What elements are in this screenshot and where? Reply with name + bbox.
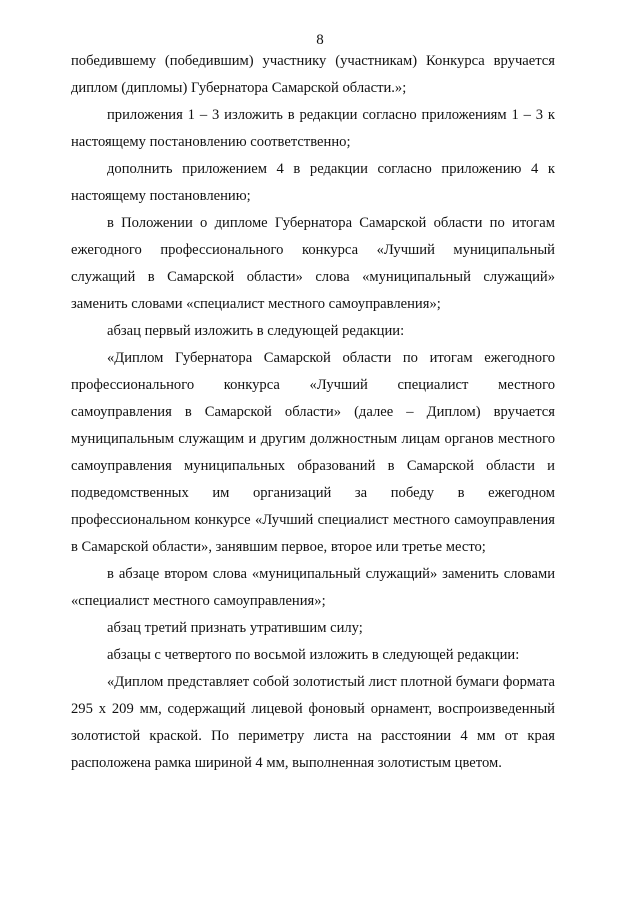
paragraph-continuation: победившему (победившим) участнику (участникам) Конкурса вручается диплом (дипломы) Губернатора Самарской области.»; — [71, 53, 555, 96]
paragraph-fourth-to-eighth: абзацы с четвертого по восьмой изложить в следующей редакции: — [107, 647, 520, 663]
paragraph-appendix-4: дополнить приложением 4 в редакции согласно приложению 4 к настоящему постановлению; — [71, 161, 555, 204]
page-number: 8 — [316, 32, 324, 48]
paragraph-diploma-description: «Диплом представляет собой золотистый лист плотной бумаги формата 295 х 209 мм, содержащий лицевой фоновый орнамент, воспроизведенный золотистой краской. По периметру листа на расстоянии 4 мм от края расположена рамка шириной 4 мм, выполненная золотистым цветом. — [71, 674, 555, 771]
paragraph-diploma-definition: «Диплом Губернатора Самарской области по итогам ежегодного профессионального конкурса «Лучший специалист местного самоуправления в Самарской области» (далее – Диплом) вручается муниципальным служащим и другим должностным лицам органов местного самоуправления муниципальных образований в Самарской области и подведомственных им организаций за победу в ежегодном профессиональном конкурсе «Лучший специалист местного самоуправления в Самарской области», занявшим первое, второе или третье место; — [71, 350, 555, 555]
paragraph-third-abzac: абзац третий признать утратившим силу; — [107, 620, 363, 636]
document-body — [71, 48, 555, 777]
paragraph-diploma-regulation: в Положении о дипломе Губернатора Самарской области по итогам ежегодного профессионального конкурса «Лучший муниципальный служащий в Самарской области» слова «муниципальный служащий» заменить словами «специалист местного самоуправления»; — [71, 215, 555, 312]
paragraph-appendices-1-3: приложения 1 – 3 изложить в редакции согласно приложениям 1 – 3 к настоящему постановлению соответственно; — [71, 107, 555, 150]
paragraph-first-abzac: абзац первый изложить в следующей редакции: — [107, 323, 405, 339]
paragraph-second-abzac: в абзаце втором слова «муниципальный служащий» заменить словами «специалист местного самоуправления»; — [71, 566, 555, 609]
